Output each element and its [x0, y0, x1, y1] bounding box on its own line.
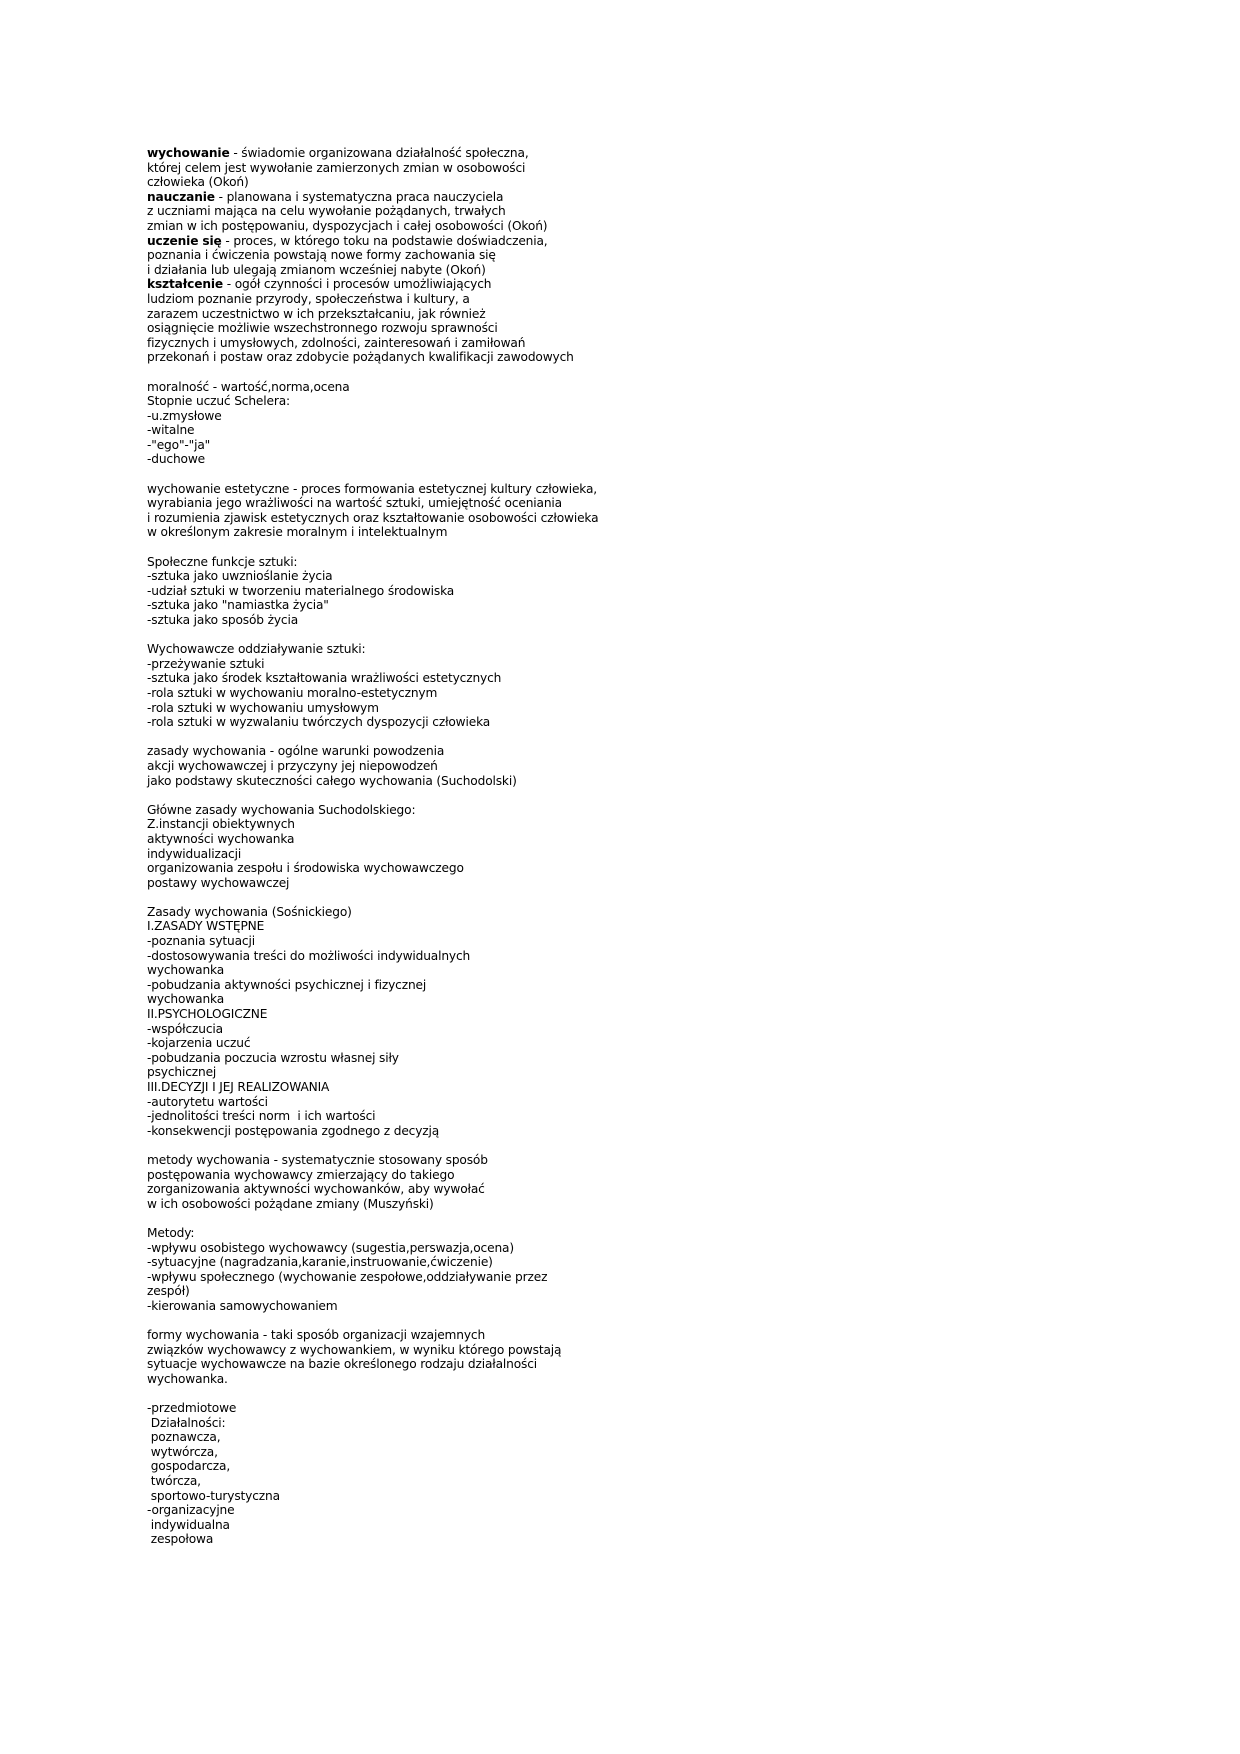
text-line: sportowo-turystyczna	[147, 1488, 280, 1503]
text-block	[147, 1328, 847, 1386]
text-line: -sytuacyjne (nagradzania,karanie,instruowanie,ćwiczenie)	[147, 1255, 493, 1270]
term: uczenie się	[147, 233, 222, 248]
text-line: -u.zmysłowe	[147, 408, 222, 423]
text-line: Społeczne funkcje sztuki:	[147, 554, 298, 569]
text-line: i działania lub ulegają zmianom wcześniej nabyte (Okoń)	[147, 262, 486, 277]
text-line: -współczucia	[147, 1021, 223, 1036]
text-line: -rola sztuki w wychowaniu umysłowym	[147, 700, 379, 715]
text-blocks	[147, 380, 847, 1548]
term: kształcenie	[147, 277, 223, 292]
definitions-block	[147, 146, 847, 365]
text-line: wychowanka	[147, 963, 225, 978]
text-line: -konsekwencji postępowania zgodnego z decyzją	[147, 1123, 440, 1138]
text-line: aktywności wychowanka	[147, 831, 295, 846]
text-block	[147, 482, 847, 540]
definition-line: kształcenie - ogół czynności i procesów umożliwiających	[147, 277, 492, 292]
term: wychowanie	[147, 146, 230, 160]
text-block	[147, 1226, 847, 1314]
text-line: ludziom poznanie przyrody, społeczeństwa i kultury, a	[147, 291, 470, 306]
text-line: i rozumienia zjawisk estetycznych oraz kształtowanie osobowości człowieka	[147, 510, 599, 525]
definition-line: wychowanie - świadomie organizowana działalność społeczna,	[147, 146, 529, 160]
text-line: poznania i ćwiczenia powstają nowe formy zachowania się	[147, 248, 496, 263]
text-line: -sztuka jako "namiastka życia"	[147, 598, 329, 613]
text-line: zespołowa	[147, 1532, 214, 1547]
text-line: zorganizowania aktywności wychowanków, aby wywołać	[147, 1182, 485, 1197]
text-line: wychowanie estetyczne - proces formowania estetycznej kultury człowieka,	[147, 481, 598, 496]
text-line: organizowania zespołu i środowiska wychowawczego	[147, 861, 464, 876]
text-line: zasady wychowania - ogólne warunki powodzenia	[147, 744, 445, 759]
text-line: -sztuka jako uwznioślanie życia	[147, 569, 333, 584]
text-line: -udział sztuki w tworzeniu materialnego środowiska	[147, 583, 455, 598]
text-line: -wpływu osobistego wychowawcy (sugestia,perswazja,ocena)	[147, 1240, 514, 1255]
text-line: -witalne	[147, 423, 195, 438]
text-line: Stopnie uczuć Schelera:	[147, 394, 290, 409]
text-line: -sztuka jako środek kształtowania wrażliwości estetycznych	[147, 671, 502, 686]
definition-line: nauczanie - planowana i systematyczna praca nauczyciela	[147, 189, 504, 204]
text-block	[147, 905, 847, 1139]
text-line: -dostosowywania treści do możliwości indywidualnych	[147, 948, 471, 963]
text-line: indywidualna	[147, 1517, 230, 1532]
text-block	[147, 1401, 847, 1547]
text-line: postępowania wychowawcy zmierzający do takiego	[147, 1167, 455, 1182]
text-line: moralność - wartość,norma,ocena	[147, 379, 350, 394]
text-line: przekonań i postaw oraz zdobycie pożądanych kwalifikacji zawodowych	[147, 350, 574, 365]
text-line: Metody:	[147, 1225, 195, 1240]
text-line: -rola sztuki w wychowaniu moralno-estetycznym	[147, 685, 438, 700]
text-line: -organizacyjne	[147, 1503, 235, 1518]
text-block	[147, 744, 847, 788]
definition-line: uczenie się - proces, w którego toku na podstawie doświadczenia,	[147, 233, 548, 248]
document-text	[147, 146, 847, 1547]
text-line: wychowanka.	[147, 1371, 228, 1386]
text-line: w ich osobowości pożądane zmiany (Muszyński)	[147, 1196, 434, 1211]
text-line: akcji wychowawczej i przyczyny jej niepowodzeń	[147, 758, 438, 773]
text-line: -autorytetu wartości	[147, 1094, 268, 1109]
text-line: postawy wychowawczej	[147, 875, 290, 890]
text-line: indywidualizacji	[147, 846, 242, 861]
text-line: I.ZASADY WSTĘPNE	[147, 919, 265, 934]
text-line: III.DECYZJI I JEJ REALIZOWANIA	[147, 1080, 330, 1094]
text-line: -przeżywanie sztuki	[147, 656, 265, 671]
text-block	[147, 642, 847, 730]
text-line: zmian w ich postępowaniu, dyspozycjach i całej osobowości (Okoń)	[147, 218, 548, 233]
text-line: metody wychowania - systematycznie stosowany sposób	[147, 1152, 488, 1167]
text-line: jako podstawy skuteczności całego wychowania (Suchodolski)	[147, 773, 517, 788]
text-line: -pobudzania poczucia wzrostu własnej siły	[147, 1050, 399, 1065]
text-line: -"ego"-"ja"	[147, 437, 211, 452]
text-line: poznawcza,	[147, 1430, 221, 1445]
text-line: -kojarzenia uczuć	[147, 1036, 251, 1051]
text-line: -duchowe	[147, 452, 206, 467]
text-line: -rola sztuki w wyzwalaniu twórczych dyspozycji człowieka	[147, 715, 491, 730]
text-line: psychicznej	[147, 1065, 217, 1080]
text-block	[147, 1153, 847, 1211]
text-block	[147, 555, 847, 628]
text-line: wychowanka	[147, 992, 225, 1007]
text-line: wyrabiania jego wrażliwości na wartość sztuki, umiejętność oceniania	[147, 496, 562, 511]
text-line: fizycznych i umysłowych, zdolności, zainteresowań i zamiłowań	[147, 335, 526, 350]
text-line: Główne zasady wychowania Suchodolskiego:	[147, 802, 416, 817]
text-line: wytwórcza,	[147, 1444, 218, 1459]
term: nauczanie	[147, 189, 215, 204]
text-line: gospodarcza,	[147, 1459, 231, 1474]
text-line: której celem jest wywołanie zamierzonych zmian w osobowości	[147, 160, 526, 175]
text-line: osiągnięcie możliwie wszechstronnego rozwoju sprawności	[147, 321, 498, 336]
text-line: Z.instancji obiektywnych	[147, 817, 295, 832]
text-line: w określonym zakresie moralnym i intelektualnym	[147, 525, 448, 540]
text-line: zespół)	[147, 1284, 190, 1299]
text-block	[147, 803, 847, 891]
text-block	[147, 380, 847, 468]
text-line: formy wychowania - taki sposób organizacji wzajemnych	[147, 1328, 486, 1343]
text-line: człowieka (Okoń)	[147, 175, 249, 190]
text-line: -poznania sytuacji	[147, 934, 255, 949]
text-line: związków wychowawcy z wychowankiem, w wyniku którego powstają	[147, 1342, 562, 1357]
text-line: -sztuka jako sposób życia	[147, 613, 299, 627]
text-line: -jednolitości treści norm i ich wartości	[147, 1109, 376, 1124]
text-line: -przedmiotowe	[147, 1401, 237, 1416]
text-line: sytuacje wychowawcze na bazie określonego rodzaju działalności	[147, 1357, 538, 1372]
text-line: -wpływu społecznego (wychowanie zespołowe,oddziaływanie przez	[147, 1269, 548, 1284]
text-line: zarazem uczestnictwo w ich przekształcaniu, jak również	[147, 306, 486, 321]
text-line: -kierowania samowychowaniem	[147, 1298, 338, 1313]
text-line: Działalności:	[147, 1415, 226, 1430]
text-line: II.PSYCHOLOGICZNE	[147, 1007, 268, 1022]
text-line: -pobudzania aktywności psychicznej i fizycznej	[147, 977, 427, 992]
text-line: z uczniami mająca na celu wywołanie pożądanych, trwałych	[147, 204, 506, 219]
text-line: Zasady wychowania (Sośnickiego)	[147, 904, 352, 919]
text-line: twórcza,	[147, 1474, 201, 1489]
text-line: Wychowawcze oddziaływanie sztuki:	[147, 642, 366, 657]
